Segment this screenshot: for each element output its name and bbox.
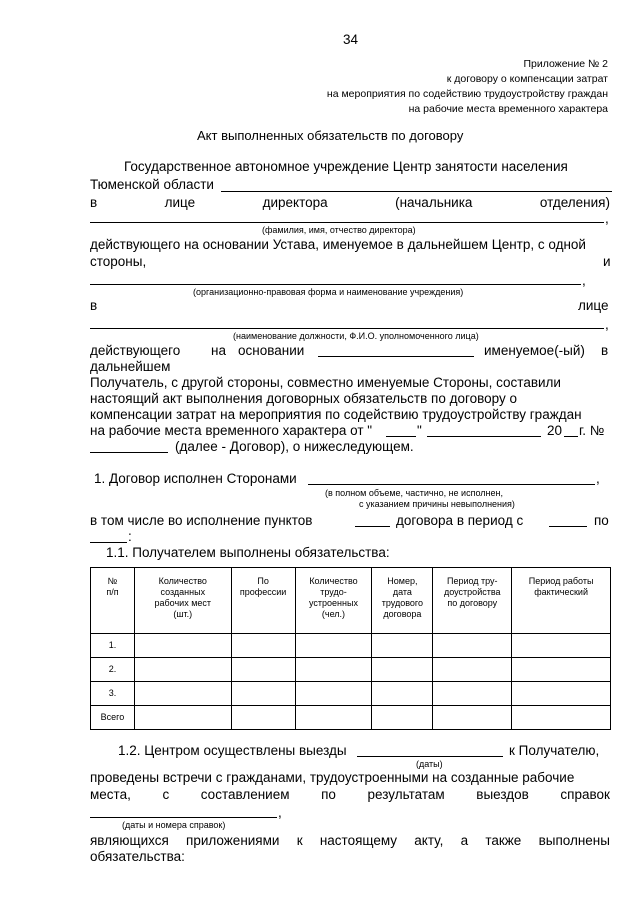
- table-cell: Всего: [91, 706, 135, 730]
- s12-line-6: обязательства:: [90, 849, 185, 864]
- table-cell[interactable]: [372, 658, 433, 682]
- table-cell[interactable]: [231, 634, 295, 658]
- p1-line-12: Получатель, с другой стороны, совместно именуемые Стороны, составили: [90, 375, 561, 390]
- p1-line-13: настоящий акт выполнения договорных обязательств по договору о: [90, 391, 518, 406]
- note-organization: (организационно-правовая форма и наименование учреждения): [193, 287, 464, 297]
- word: также: [485, 833, 522, 848]
- table-cell[interactable]: [433, 658, 512, 682]
- p1-line-6-right: и: [603, 254, 611, 269]
- blank-fulfilment-status[interactable]: [308, 484, 595, 485]
- header-cell-period-contract: Период тру- доустройства по договору: [433, 568, 512, 634]
- comma: ,: [605, 317, 609, 332]
- blank-reference-dates[interactable]: [90, 817, 277, 818]
- blank-basis[interactable]: [318, 356, 474, 357]
- comma: ,: [596, 471, 600, 486]
- s1-line-2-c: по: [594, 513, 609, 528]
- p1-line-10-e: в: [601, 343, 609, 358]
- appendix-line-3: на мероприятия по содействию трудоустройству граждан: [326, 88, 608, 100]
- p1-line-3: [90, 195, 610, 211]
- table-cell[interactable]: [231, 658, 295, 682]
- note-representative: (наименование должности, Ф.И.О. уполномоченного лица): [233, 331, 479, 341]
- p1-line-11: дальнейшем: [90, 359, 171, 374]
- p1-line-10-c: основании: [238, 343, 305, 358]
- s12-line-1-b: к Получателю,: [509, 743, 600, 758]
- table-header-row: [91, 568, 611, 634]
- blank-representative[interactable]: [90, 328, 604, 329]
- note-fulfilment-b: с указанием причины невыполнения): [359, 499, 515, 509]
- blank-contract-number[interactable]: [90, 452, 168, 453]
- comma: ,: [278, 805, 282, 820]
- note-dates: (даты): [416, 759, 443, 769]
- blank-contract-month[interactable]: [427, 436, 541, 437]
- s1-line-2-b: договора в период с: [396, 513, 524, 528]
- word: составлением: [200, 787, 290, 802]
- s1-line-2-a: в том числе во исполнение пунктов: [90, 513, 313, 528]
- obligations-table: [90, 567, 611, 730]
- word: настоящему: [319, 833, 398, 848]
- p1-line-15-b: ": [417, 423, 422, 438]
- blank-organization[interactable]: [90, 284, 581, 285]
- table-cell[interactable]: [134, 682, 231, 706]
- header-cell-period-actual: Период работы фактический: [512, 568, 611, 634]
- table-cell[interactable]: [134, 658, 231, 682]
- word: результатам: [367, 787, 445, 802]
- p1-line-16: (далее - Договор), о нижеследующем.: [175, 439, 414, 454]
- p1-line-14: компенсации затрат на мероприятия по содействию трудоустройству граждан: [90, 407, 582, 422]
- page-number: 34: [343, 32, 359, 47]
- word: директора: [262, 195, 328, 210]
- p1-line-10-d: именуемое(-ый): [484, 343, 585, 358]
- p1-line-6-left: стороны,: [90, 254, 147, 269]
- table-cell[interactable]: [372, 682, 433, 706]
- s12-line-3: [90, 787, 610, 803]
- comma: ,: [582, 273, 586, 288]
- blank-center-name[interactable]: [221, 191, 612, 192]
- word: с: [162, 787, 170, 802]
- table-cell[interactable]: [134, 706, 231, 730]
- note-fulfilment-a: (в полном объеме, частично, не исполнен,: [325, 488, 503, 498]
- word: по: [321, 787, 336, 802]
- p1-line-15-d: г. №: [579, 423, 605, 438]
- s12-line-2: проведены встречи с гражданами, трудоустроенными на созданные рабочие: [90, 770, 575, 785]
- table-cell[interactable]: [512, 682, 611, 706]
- blank-director-name[interactable]: [90, 222, 604, 223]
- header-cell-employed: Количество трудо- устроенных (чел.): [295, 568, 372, 634]
- p1-line-10-a: действующего: [90, 343, 181, 358]
- header-cell-workplaces: Количество созданных рабочих мест (шт.): [134, 568, 231, 634]
- table-row: [91, 682, 611, 706]
- s12-line-1-a: 1.2. Центром осуществлены выезды: [118, 743, 347, 758]
- table-cell[interactable]: [295, 706, 372, 730]
- header-cell-number: № п/п: [91, 568, 135, 634]
- table-cell[interactable]: [512, 658, 611, 682]
- word: (начальника: [395, 195, 473, 210]
- table-cell: 1.: [91, 634, 135, 658]
- table-cell[interactable]: [433, 706, 512, 730]
- appendix-line-4: на рабочие места временного характера: [408, 103, 608, 115]
- note-references: (даты и номера справок): [122, 820, 226, 830]
- header-cell-contract: Номер, дата трудового договора: [372, 568, 433, 634]
- p1-line-2: Тюменской области: [90, 177, 214, 192]
- table-cell[interactable]: [512, 706, 611, 730]
- blank-contract-year[interactable]: [564, 436, 578, 437]
- table-cell[interactable]: [433, 634, 512, 658]
- blank-clauses[interactable]: [355, 526, 390, 527]
- table-cell[interactable]: [231, 706, 295, 730]
- table-cell[interactable]: [295, 658, 372, 682]
- note-director-name: (фамилия, имя, отчество директора): [262, 225, 416, 235]
- table-cell[interactable]: [433, 682, 512, 706]
- appendix-line-1: Приложение № 2: [523, 58, 608, 70]
- table-cell: 3.: [91, 682, 135, 706]
- table-cell[interactable]: [134, 634, 231, 658]
- p1-line-5: действующего на основании Устава, именуемое в дальнейшем Центр, с одной: [90, 237, 586, 252]
- table-cell[interactable]: [295, 634, 372, 658]
- table-cell[interactable]: [295, 682, 372, 706]
- word: являющихся: [90, 833, 169, 848]
- word: лице: [164, 195, 196, 210]
- comma: ,: [605, 211, 609, 226]
- p1-line-10-b: на: [211, 343, 226, 358]
- word: выездов: [476, 787, 529, 802]
- colon: :: [128, 529, 132, 544]
- word: акту,: [414, 833, 444, 848]
- p1-line-8-right: лице: [578, 298, 609, 313]
- word: приложениями: [186, 833, 280, 848]
- word: выполнены: [538, 833, 610, 848]
- table-cell[interactable]: [231, 682, 295, 706]
- word: места,: [90, 787, 131, 802]
- table-row-total: [91, 706, 611, 730]
- table-cell[interactable]: [372, 706, 433, 730]
- s12-line-5: [90, 833, 610, 849]
- s1-line-1: 1. Договор исполнен Сторонами: [94, 471, 297, 486]
- blank-period-to[interactable]: [90, 542, 127, 543]
- blank-visit-dates[interactable]: [357, 756, 503, 757]
- blank-contract-day[interactable]: [386, 436, 416, 437]
- blank-period-from[interactable]: [549, 526, 587, 527]
- table-cell: 2.: [91, 658, 135, 682]
- word: а: [460, 833, 469, 848]
- word: отделения): [539, 195, 610, 210]
- table-cell[interactable]: [512, 634, 611, 658]
- header-cell-profession: По профессии: [231, 568, 295, 634]
- word: в: [90, 195, 98, 210]
- p1-line-15-a: на рабочие места временного характера от ": [90, 423, 373, 438]
- s1-sub-1: 1.1. Получателем выполнены обязательства:: [106, 545, 390, 560]
- p1-line-1: Государственное автономное учреждение Центр занятости населения: [124, 159, 568, 174]
- table-row: [91, 634, 611, 658]
- document-title: Акт выполненных обязательств по договору: [197, 128, 464, 143]
- table-cell[interactable]: [372, 634, 433, 658]
- appendix-line-2: к договору о компенсации затрат: [446, 73, 608, 85]
- word: справок: [560, 787, 610, 802]
- table-row: [91, 658, 611, 682]
- p1-line-8-left: в: [90, 298, 98, 313]
- p1-line-15-c: 20: [547, 423, 563, 438]
- word: к: [296, 833, 303, 848]
